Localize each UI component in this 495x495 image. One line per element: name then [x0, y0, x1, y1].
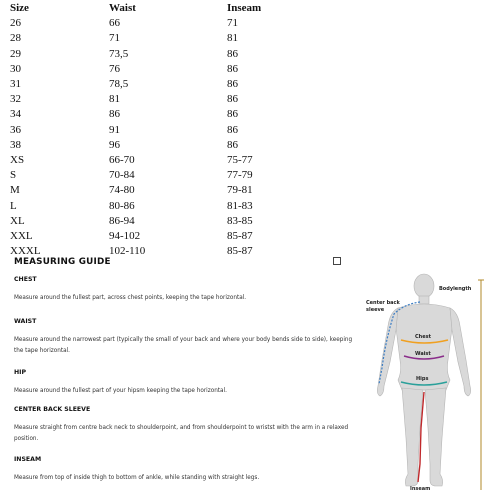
body-silhouette-icon [360, 268, 490, 493]
cell-waist: 73,5 [109, 47, 129, 60]
cell-inseam: 83-85 [227, 214, 253, 227]
cell-waist: 102-110 [109, 245, 146, 258]
cell-size: M [10, 184, 20, 197]
table-row [10, 229, 310, 244]
checkbox-icon [333, 257, 341, 265]
column-header-inseam: Inseam [227, 2, 262, 14]
cell-size: 32 [10, 93, 21, 106]
section-chest [14, 276, 246, 304]
cell-size: S [10, 169, 17, 182]
cell-size: 36 [10, 123, 21, 136]
table-row [10, 77, 310, 92]
cell-size: L [10, 199, 17, 212]
cell-size: 26 [10, 17, 21, 30]
cell-inseam: 77-79 [227, 169, 253, 182]
section-text: Measure around the fullest part of your hipsm keeping the tape horizontal. [14, 388, 227, 394]
table-row [10, 183, 310, 198]
neck-shape [419, 296, 429, 304]
table-header-row [10, 1, 310, 16]
table-row [10, 16, 310, 31]
section-text: Measure straight from centre back neck to shoulderpoint, and from shoulderpoint to wristst with the arm in a relaxed position. [14, 425, 349, 442]
cell-inseam: 85-87 [227, 245, 253, 258]
table-body [10, 16, 310, 259]
table-row [10, 92, 310, 107]
cell-waist: 66-70 [109, 154, 135, 167]
cell-waist: 86 [109, 108, 120, 121]
label-bodylength: Bodylength [439, 286, 472, 292]
cell-waist: 81 [109, 93, 120, 106]
cell-waist: 96 [109, 138, 120, 151]
section-heading: CHEST [14, 276, 37, 283]
cell-waist: 80-86 [109, 199, 135, 212]
cell-inseam: 86 [227, 93, 238, 106]
size-table [10, 1, 310, 259]
table-row [10, 62, 310, 77]
section-text: Measure around the narrowest part (typically the small of your back and where your body bends side to side), keeping the tape horizontal. [14, 337, 353, 354]
section-text: Measure from top of inside thigh to bottom of ankle, while standing with straight legs. [14, 475, 260, 481]
right-leg-shape [425, 388, 446, 486]
section-inseam [14, 456, 259, 484]
section-waist [14, 318, 354, 357]
section-center-back-sleeve [14, 406, 354, 445]
cell-waist: 71 [109, 32, 120, 45]
cell-size: 28 [10, 32, 21, 45]
table-row [10, 107, 310, 122]
cell-size: 34 [10, 108, 21, 121]
section-heading: INSEAM [14, 456, 42, 463]
right-arm-shape [450, 308, 471, 396]
measuring-guide-title: MEASURING GUIDE [14, 257, 111, 267]
cell-waist: 94-102 [109, 230, 141, 243]
label-inseam: Inseam [410, 486, 431, 492]
cell-inseam: 86 [227, 47, 238, 60]
cell-inseam: 71 [227, 17, 238, 30]
cell-inseam: 79-81 [227, 184, 253, 197]
cell-size: XXL [10, 230, 33, 243]
cell-inseam: 81-83 [227, 199, 253, 212]
label-waist: Waist [415, 351, 431, 357]
cell-inseam: 86 [227, 62, 238, 75]
cell-inseam: 86 [227, 108, 238, 121]
table-row [10, 199, 310, 214]
label-chest: Chest [415, 334, 431, 340]
cell-size: XXXL [10, 245, 41, 258]
column-header-waist: Waist [109, 2, 136, 14]
cell-inseam: 86 [227, 123, 238, 136]
cell-inseam: 75-77 [227, 154, 253, 167]
cell-waist: 86-94 [109, 214, 135, 227]
cell-size: XL [10, 214, 25, 227]
head-shape [414, 274, 434, 298]
cell-waist: 76 [109, 62, 120, 75]
section-hip [14, 369, 227, 397]
cell-size: 38 [10, 138, 21, 151]
cell-size: 30 [10, 62, 21, 75]
cell-size: XS [10, 154, 25, 167]
table-row [10, 138, 310, 153]
table-row [10, 214, 310, 229]
table-row [10, 153, 310, 168]
cell-inseam: 86 [227, 138, 238, 151]
section-text: Measure around the fullest part, across chest points, keeping the tape horizontal. [14, 295, 247, 301]
cell-inseam: 86 [227, 78, 238, 91]
cell-waist: 70-84 [109, 169, 135, 182]
table-row [10, 168, 310, 183]
section-heading: WAIST [14, 318, 37, 325]
cell-size: 31 [10, 78, 21, 91]
cell-waist: 66 [109, 17, 120, 30]
label-center-back-sleeve: Center back [366, 300, 400, 306]
table-row [10, 123, 310, 138]
cell-waist: 74-80 [109, 184, 135, 197]
section-heading: HIP [14, 369, 27, 376]
cell-waist: 91 [109, 123, 120, 136]
section-heading: CENTER BACK SLEEVE [14, 406, 91, 413]
cell-waist: 78,5 [109, 78, 129, 91]
cell-inseam: 81 [227, 32, 238, 45]
body-measurement-figure [360, 268, 490, 493]
table-row [10, 31, 310, 46]
label-hips: Hips [416, 376, 429, 382]
left-arm-shape [377, 308, 398, 396]
table-row [10, 47, 310, 62]
label-center-back-sleeve-2: sleeve [366, 307, 385, 313]
cell-size: 29 [10, 47, 21, 60]
column-header-size: Size [10, 2, 29, 14]
cell-inseam: 85-87 [227, 230, 253, 243]
